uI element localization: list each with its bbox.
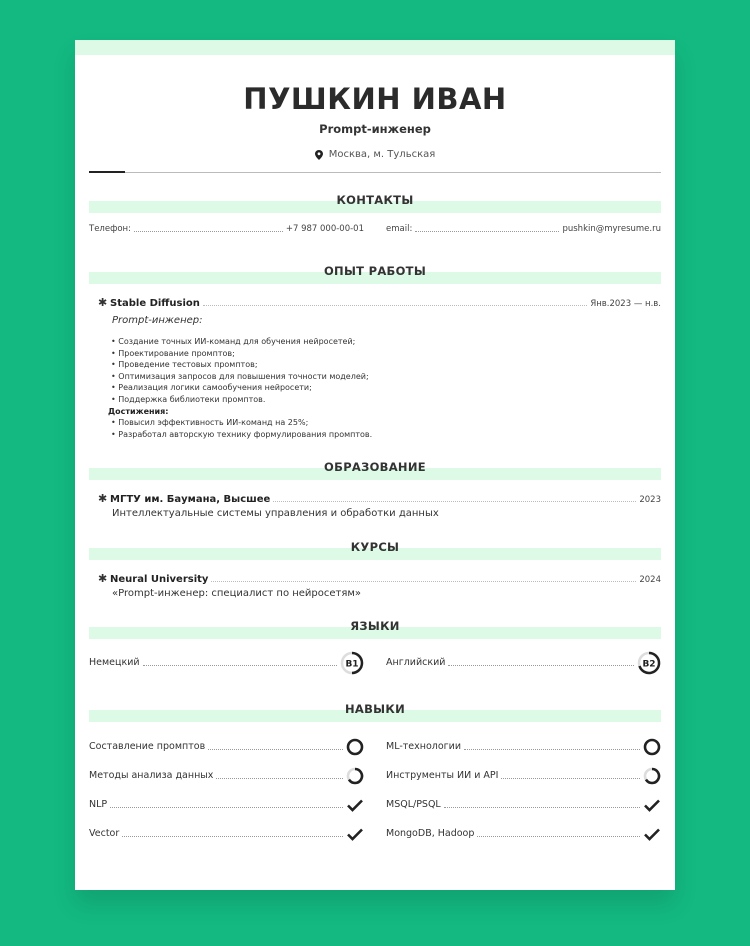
skill-item [386, 790, 661, 819]
section-title: ОБРАЗОВАНИЕ [324, 460, 426, 474]
institution-name: МГТУ им. Баумана, Высшее [110, 494, 271, 505]
list-item: • Разработал авторскую технику формулирования промптов. [111, 429, 661, 441]
contact-label: Телефон: [89, 224, 131, 234]
experience-section [89, 264, 661, 440]
experience-entry [89, 296, 661, 440]
skills-right-column [386, 732, 661, 848]
location [75, 149, 675, 160]
skill-name: Составление промптов [89, 741, 206, 752]
section-title: КУРСЫ [350, 540, 400, 554]
level-b1-icon [340, 651, 364, 675]
language-name: Английский [386, 657, 446, 668]
full-circle-icon [346, 738, 364, 756]
courses-section [89, 540, 661, 599]
specialty: Интеллектуальные системы управления и обработки данных [112, 508, 439, 519]
course-year: 2024 [639, 575, 661, 585]
top-accent-band [75, 40, 675, 55]
full-circle-icon [643, 738, 661, 756]
resume-header [75, 82, 675, 160]
language-english [386, 648, 661, 677]
skill-item [386, 732, 661, 761]
skills-left-column [89, 732, 364, 848]
checkmark-icon [643, 825, 661, 843]
phone-value[interactable]: +7 987 000-00-01 [285, 224, 364, 234]
checkmark-icon [643, 796, 661, 814]
skill-item [386, 819, 661, 848]
position: Prompt-инженер: [112, 315, 203, 326]
skill-item [89, 732, 364, 761]
skills-section [89, 702, 661, 848]
course-provider: Neural University [110, 574, 209, 585]
checkmark-icon [346, 796, 364, 814]
section-title: КОНТАКТЫ [336, 193, 414, 207]
skill-name: ML-технологии [386, 741, 461, 752]
location-text: Москва, м. Тульская [328, 149, 436, 160]
course-name: «Prompt-инженер: специалист по нейросетям» [112, 588, 362, 599]
skill-name: MSQL/PSQL [386, 799, 441, 810]
svg-text:B1: B1 [345, 659, 359, 669]
employment-dates: Янв.2023 — н.в. [590, 299, 661, 309]
section-title: ОПЫТ РАБОТЫ [323, 264, 427, 278]
full-name: ПУШКИН ИВАН [243, 82, 507, 116]
education-section [89, 460, 661, 519]
resume-page [75, 40, 675, 890]
list-item: • Реализация логики самообучения нейросети; [111, 382, 661, 394]
checkmark-icon [346, 825, 364, 843]
skill-item [89, 819, 364, 848]
skill-item [89, 761, 364, 790]
skill-name: MongoDB, Hadoop [386, 828, 475, 839]
asterisk-icon: ✱ [98, 492, 108, 505]
asterisk-icon: ✱ [98, 296, 108, 309]
skill-name: NLP [89, 799, 108, 810]
skill-name: Инструменты ИИ и API [386, 770, 499, 781]
skill-name: Методы анализа данных [89, 770, 214, 781]
language-name: Немецкий [89, 657, 140, 668]
header-divider [89, 172, 661, 173]
list-item: • Проектирование промптов; [111, 348, 661, 360]
asterisk-icon: ✱ [98, 572, 108, 585]
list-item: • Повысил эффективность ИИ-команд на 25%; [111, 417, 661, 429]
section-title: ЯЗЫКИ [350, 619, 400, 633]
list-item: • Оптимизация запросов для повышения точности моделей; [111, 371, 661, 383]
skill-item [386, 761, 661, 790]
partial-circle-icon [346, 767, 364, 785]
duties-list [89, 336, 661, 406]
partial-circle-icon [643, 767, 661, 785]
job-title: Prompt-инженер [319, 122, 431, 136]
map-pin-icon [315, 150, 323, 160]
skill-item [89, 790, 364, 819]
list-item: • Проведение тестовых промптов; [111, 359, 661, 371]
contacts-section [89, 193, 661, 234]
skill-name: Vector [89, 828, 120, 839]
contact-email [386, 224, 661, 234]
course-entry [89, 572, 661, 599]
contact-phone [89, 224, 364, 234]
level-b2-icon [637, 651, 661, 675]
company-name: Stable Diffusion [110, 298, 200, 309]
achievements-list [89, 417, 661, 440]
list-item: • Поддержка библиотеки промптов. [111, 394, 661, 406]
language-german [89, 648, 364, 677]
graduation-year: 2023 [639, 495, 661, 505]
achievements-label: Достижения: [108, 406, 169, 416]
svg-text:B2: B2 [642, 659, 656, 669]
list-item: • Создание точных ИИ-команд для обучения нейросетей; [111, 336, 661, 348]
education-entry [89, 492, 661, 519]
languages-section [89, 619, 661, 677]
contact-label: email: [386, 224, 413, 234]
section-title: НАВЫКИ [344, 702, 406, 716]
email-value[interactable]: pushkin@myresume.ru [562, 224, 661, 234]
